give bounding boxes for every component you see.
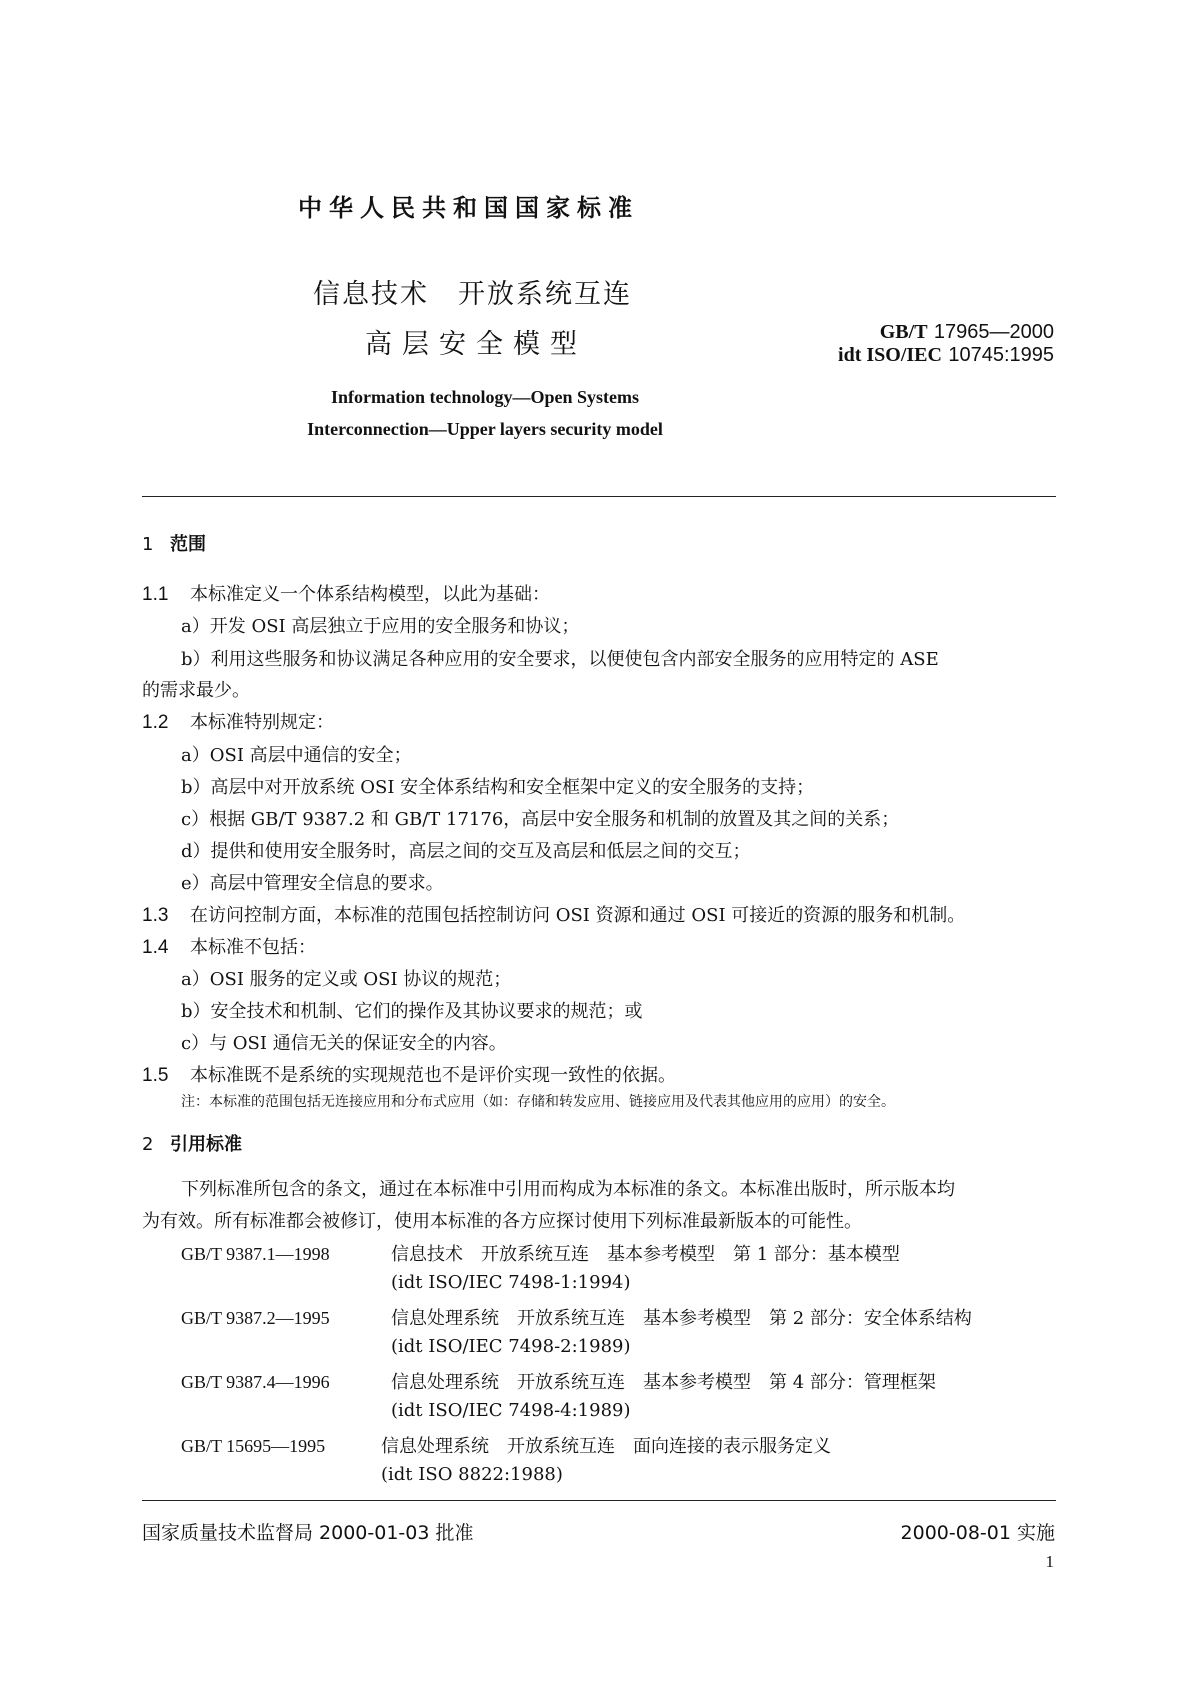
section-title: 范围 [170,534,206,555]
section-1-heading [142,530,206,556]
reference-code: GB/T 9387.4—1996 [181,1372,330,1392]
reference-item [181,1304,972,1330]
intro-paragraph-line-1: 下列标准所包含的条文，通过在本标准中引用而构成为本标准的条文。本标准出版时，所示版本均 [181,1179,955,1200]
clause-1-5 [142,1061,676,1087]
clause-1-1 [142,580,550,606]
list-item: e）高层中管理安全信息的要求。 [181,873,444,894]
list-item: a）OSI 服务的定义或 OSI 协议的规范； [181,969,512,990]
section-title: 引用标准 [170,1134,242,1155]
clause-number: 1.1 [142,584,169,605]
clause-number: 1.2 [142,712,169,733]
national-standard-heading: 中华人民共和国国家标准 [298,194,639,222]
clause-text: 本标准特别规定： [190,712,334,733]
standard-prefix: GB/T [879,321,928,343]
section-number: 1 [142,534,154,555]
reference-item [181,1368,936,1394]
clause-text: 本标准定义一个体系结构模型，以此为基础： [190,584,550,605]
top-divider [142,496,1056,497]
list-item: b）高层中对开放系统 OSI 安全体系结构和安全框架中定义的安全服务的支持； [181,777,815,798]
list-item: a）OSI 高层中通信的安全； [181,745,412,766]
reference-title: 信息处理系统 开放系统互连 基本参考模型 第 2 部分：安全体系结构 [391,1308,972,1329]
list-item: c）根据 GB/T 9387.2 和 GB/T 17176，高层中安全服务和机制的放置及其之间的关系； [181,809,900,830]
list-item-continuation: 的需求最少。 [142,680,250,701]
list-item: c）与 OSI 通信无关的保证安全的内容。 [181,1033,507,1054]
reference-item [181,1432,831,1458]
clause-1-2 [142,708,334,734]
idt-reference [838,343,1054,366]
reference-idt: (idt ISO/IEC 7498-2:1989) [391,1336,631,1357]
document-title-line-1: 信息技术 开放系统互连 [313,279,632,310]
clause-text: 本标准不包括： [190,937,316,958]
list-item: d）提供和使用安全服务时，高层之间的交互及高层和低层之间的交互； [181,841,751,862]
bottom-divider [142,1500,1056,1501]
clause-text: 在访问控制方面，本标准的范围包括控制访问 OSI 资源和通过 OSI 可接近的资源的服务和机制。 [190,905,966,926]
page-number: 1 [1045,1552,1054,1571]
clause-number: 1.5 [142,1065,169,1086]
standard-number [838,320,1054,343]
note: 注：本标准的范围包括无连接应用和分布式应用（如：存储和转发应用、链接应用及代表其他应用的应用）的安全。 [181,1094,895,1110]
intro-paragraph-line-2: 为有效。所有标准都会被修订，使用本标准的各方应探讨使用下列标准最新版本的可能性。 [142,1211,862,1232]
reference-title: 信息处理系统 开放系统互连 面向连接的表示服务定义 [381,1436,831,1457]
implementation-date: 2000-08-01 实施 [900,1522,1055,1544]
section-2-heading [142,1130,242,1156]
clause-text: 本标准既不是系统的实现规范也不是评价实现一致性的依据。 [190,1065,676,1086]
reference-title: 信息技术 开放系统互连 基本参考模型 第 1 部分：基本模型 [391,1244,900,1265]
english-title [270,381,700,445]
reference-code: GB/T 15695—1995 [181,1436,326,1456]
reference-code: GB/T 9387.1—1998 [181,1244,330,1264]
english-title-line-2: Interconnection—Upper layers security model [307,419,663,439]
list-item: b）利用这些服务和协议满足各种应用的安全要求，以便使包含内部安全服务的应用特定的 ASE [181,649,939,670]
document-title-line-2: 高层安全模型 [365,329,587,360]
standard-code-block [838,320,1054,366]
reference-code: GB/T 9387.2—1995 [181,1308,330,1328]
idt-number: 10745:1995 [948,344,1054,366]
reference-item [181,1240,900,1266]
clause-number: 1.3 [142,905,169,926]
reference-title: 信息处理系统 开放系统互连 基本参考模型 第 4 部分：管理框架 [391,1372,936,1393]
list-item: b）安全技术和机制、它们的操作及其协议要求的规范；或 [181,1001,643,1022]
section-number: 2 [142,1134,154,1155]
approval-date: 国家质量技术监督局 2000-01-03 批准 [142,1522,474,1544]
clause-number: 1.4 [142,937,169,958]
reference-idt: (idt ISO/IEC 7498-1:1994) [391,1272,631,1293]
clause-1-3 [142,901,965,927]
list-item: a）开发 OSI 高层独立于应用的安全服务和协议； [181,616,580,637]
clause-1-4 [142,933,316,959]
reference-idt: (idt ISO/IEC 7498-4:1989) [391,1400,631,1421]
reference-idt: (idt ISO 8822:1988) [381,1464,563,1485]
idt-prefix: idt ISO/IEC [838,344,942,366]
standard-year-number: 17965—2000 [933,321,1054,343]
english-title-line-1: Information technology—Open Systems [330,387,639,407]
